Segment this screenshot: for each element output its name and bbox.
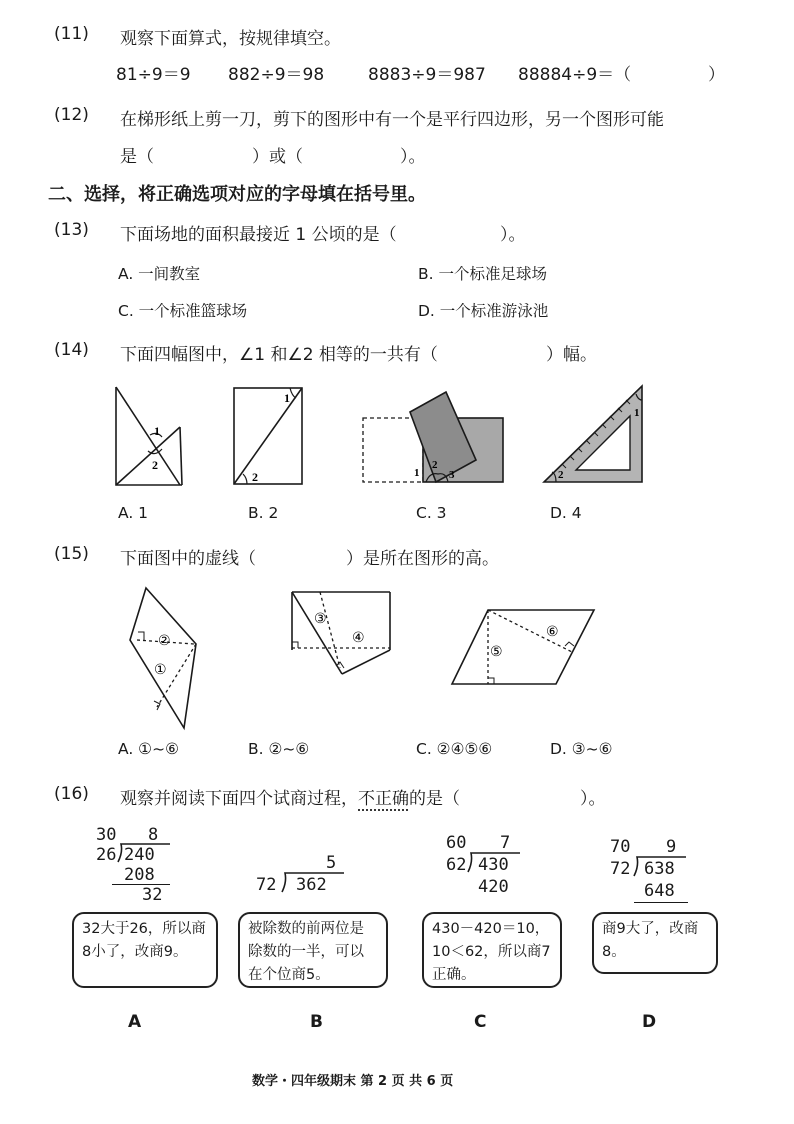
q11-eq3: 8883÷9＝987: [368, 65, 486, 85]
q14b-angle1-label: 1: [284, 391, 290, 405]
q13-option-b[interactable]: B. 一个标准足球场: [418, 265, 547, 283]
q16-calc-d-underline: [634, 902, 688, 903]
q15-figure-1: [128, 586, 200, 732]
q15-number: (15): [54, 544, 89, 564]
q16-box-a: 32大于26，所以商8小了，改商9。: [72, 912, 218, 988]
q11-answer-blank-close[interactable]: ）: [708, 65, 725, 85]
q16-calc-c-dividend: 430: [478, 855, 509, 875]
q16-box-c: 430－420＝10，10＜62，所以商7正确。: [422, 912, 562, 988]
q14a-angle2-label: 2: [152, 458, 158, 472]
q14c-angle1-label: 1: [414, 467, 420, 479]
q16-calc-c-top-right: 7: [500, 833, 511, 853]
q16-calc-b-quotient: 5: [326, 853, 337, 873]
q14-figure-b: [232, 386, 306, 486]
q15-label-4: ④: [352, 630, 365, 646]
q16-calc-d-top-left: 70: [610, 837, 631, 857]
q13-option-a[interactable]: A. 一间教室: [118, 265, 201, 283]
q16-box-b: 被除数的前两位是除数的一半，可以在个位商5。: [238, 912, 388, 988]
q16-letter-a: A: [128, 1012, 142, 1032]
q14-answer-blank[interactable]: ）幅。: [546, 345, 597, 365]
q16-calc-a-divisor: 26: [96, 845, 117, 865]
q14-figure-a: [110, 385, 190, 487]
q16-calc-a-top-left: 30: [96, 825, 117, 845]
q16-calc-c-product: 420: [478, 877, 509, 897]
q14-option-b[interactable]: B. 2: [248, 504, 279, 522]
q12-line2-mid[interactable]: ）或（: [252, 147, 303, 167]
q15-label-5: ⑤: [490, 644, 503, 660]
q16-letter-b: B: [310, 1012, 323, 1032]
q16-calc-c-top-left: 60: [446, 833, 467, 853]
q13-text: 下面场地的面积最接近 1 公顷的是（: [120, 225, 397, 245]
q14d-angle1-label: 1: [634, 407, 640, 419]
q15-label-3: ③: [314, 611, 327, 627]
q16-calc-b-divisor: 72: [256, 875, 277, 895]
q15-label-2: ②: [158, 633, 171, 649]
q16-text-a: 观察并阅读下面四个试商过程，: [120, 789, 358, 809]
q16-calc-d-dividend: 638: [644, 859, 675, 879]
q15-option-d[interactable]: D. ③~⑥: [550, 740, 613, 758]
q16-number: (16): [54, 784, 89, 804]
q14c-angle2-label: 2: [432, 459, 438, 471]
q14-number: (14): [54, 340, 89, 360]
q16-letter-c: C: [474, 1012, 487, 1032]
q16-calc-a-remainder: 32: [142, 885, 163, 905]
q15-label-1: ①: [154, 662, 167, 678]
q15-option-b[interactable]: B. ②~⑥: [248, 740, 310, 758]
q14-option-d[interactable]: D. 4: [550, 504, 582, 522]
q15-figure-2: [290, 590, 394, 676]
q16-calc-c-divisor: 62: [446, 855, 467, 875]
q16-calc-a-dividend: 240: [124, 845, 155, 865]
section2-title: 二、选择，将正确选项对应的字母填在括号里。: [48, 184, 426, 205]
q16-text-b: 的是（: [409, 789, 460, 809]
q14-text: 下面四幅图中，∠1 和∠2 相等的一共有（: [120, 345, 438, 365]
q16-calc-b-dividend: 362: [296, 875, 327, 895]
q14c-angle3-label: 3: [449, 469, 455, 481]
q16-calc-d-divisor: 72: [610, 859, 631, 879]
q16-calc-d-top-right: 9: [666, 837, 677, 857]
q16-calc-a-top-right: 8: [148, 825, 159, 845]
q15-text: 下面图中的虚线（: [120, 549, 256, 569]
q13-option-c[interactable]: C. 一个标准篮球场: [118, 302, 248, 320]
q11-eq1: 81÷9＝9: [116, 65, 191, 85]
q16-text-emphasis: 不正确: [358, 789, 409, 809]
q11-eq2: 882÷9＝98: [228, 65, 325, 85]
q13-option-d[interactable]: D. 一个标准游泳池: [418, 302, 549, 320]
q15-option-c[interactable]: C. ②④⑤⑥: [416, 740, 493, 758]
page-footer: 数学・四年级期末 第 2 页 共 6 页: [252, 1074, 454, 1089]
q13-answer-blank[interactable]: ）。: [500, 225, 526, 245]
q16-box-d: 商9大了，改商8。: [592, 912, 718, 974]
q16-calc-d-product: 648: [644, 881, 675, 901]
q14d-angle2-label: 2: [558, 469, 564, 481]
q14-figure-d: [542, 384, 646, 486]
q12-number: (12): [54, 105, 89, 125]
q15-option-a[interactable]: A. ①~⑥: [118, 740, 179, 758]
q16-letter-d: D: [642, 1012, 657, 1032]
q15-label-6: ⑥: [546, 624, 559, 640]
q14-option-a[interactable]: A. 1: [118, 504, 149, 522]
q12-line2-start: 是（: [120, 147, 154, 167]
q11-number: (11): [54, 24, 89, 44]
q14a-angle1-label: 1: [154, 424, 160, 438]
q15-answer-blank[interactable]: ）是所在图形的高。: [346, 549, 499, 569]
q14-figure-c: [360, 388, 510, 486]
q13-number: (13): [54, 220, 89, 240]
q11-text: 观察下面算式，按规律填空。: [120, 29, 341, 49]
q15-figure-3: [450, 608, 596, 688]
q12-line1: 在梯形纸上剪一刀，剪下的图形中有一个是平行四边形，另一个图形可能: [120, 110, 664, 130]
q14-option-c[interactable]: C. 3: [416, 504, 447, 522]
q16-answer-blank[interactable]: ）。: [580, 789, 606, 809]
q16-calc-a-product: 208: [124, 865, 155, 885]
q16-text: [120, 784, 460, 809]
q14b-angle2-label: 2: [252, 470, 258, 484]
q11-eq4: 88884÷9＝（: [518, 65, 632, 85]
q12-line2-end[interactable]: ）。: [400, 147, 426, 167]
